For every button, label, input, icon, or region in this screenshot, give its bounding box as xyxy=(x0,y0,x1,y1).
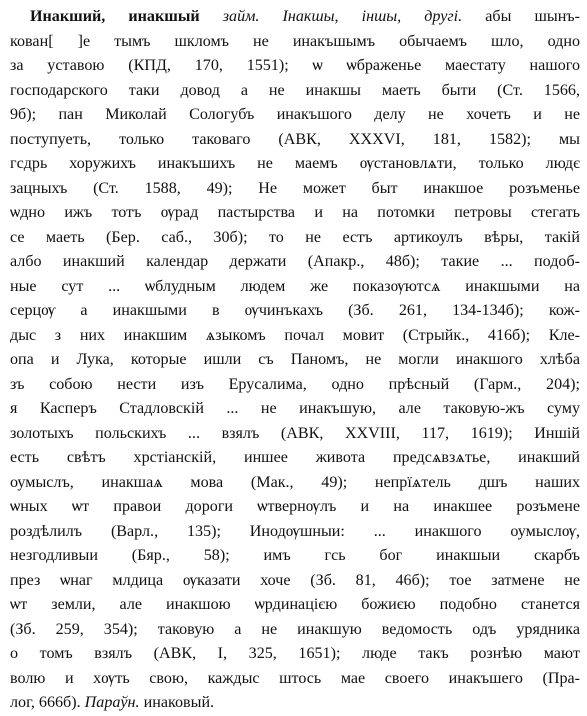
entry-line: зацныхъ (Ст. 1588, 49); Не может быт инакшое розъменье xyxy=(10,179,580,197)
cross-reference-word: инаковый. xyxy=(143,694,215,711)
entry-line: незгодливыи (Бяр., 58); имъ гсь бог инакшыи скарбъ xyxy=(10,547,580,564)
dictionary-entry xyxy=(10,5,580,716)
entry-line: есть свѣтъ хрстіанскій, иншее живота предсѧвзѧтье, инакший xyxy=(10,449,580,466)
entry-line: гсдрь хоружихъ инакъшихъ не маемъ ѹстановлѧти, только людє xyxy=(10,155,580,172)
entry-line: през ѡнаг млдица ѹказати хоче (Зб. 81, 46б); тое затмене не xyxy=(10,571,580,589)
entry-line: дыс з них инакшим ѧзыкомъ почал мовит (Стрыйк., 416б); Кле- xyxy=(10,326,580,344)
entry-line: золотыхъ польскихъ ... взялъ (АВК, XXVIII, 117, 1619); Иншій xyxy=(10,424,580,442)
entry-line: поступуеть, только таковаго (АВК, XXXVI, 181, 1582); мы xyxy=(10,130,580,148)
entry-line: се маеть (Бер. саб., 30б); то не естъ артикоулъ вѣры, такій xyxy=(10,228,580,246)
entry-line: опа и Лука, которые ишли съ Паномъ, не могли инакшого хлѣба xyxy=(10,351,580,368)
entry-line: оумыслъ, инакшаѧ мова (Мак., 49); непрїѧтель дшъ наших xyxy=(10,473,580,491)
entry-line: ные сут ... ѡблудным людем же показѹютсѧ инакшыми на xyxy=(10,277,580,295)
cross-reference-label: Параўн. xyxy=(84,694,140,711)
entry-line: ѡных ѡт правои дороги ѡтвернѹлъ и на инакшее розъмене xyxy=(10,498,580,515)
entry-line: я Касперъ Стадловскій ... не инакъшую, але таковую-жъ суму xyxy=(10,400,580,417)
entry-line: 9б); пан Миколай Сологубъ инакъшого делу не хочеть и не xyxy=(10,106,580,123)
entry-line: роздѣлилъ (Варл., 135); Инодѹшныи: ... инакшого оумыслѹ, xyxy=(10,522,580,540)
entry-line: о томъ взялъ (АВК, I, 325, 1651); люде такъ рознѣю маюᴛ xyxy=(10,645,580,662)
entry-line: зъ собою нести изъ Ерусалима, одно прѣсный (Гарм., 204); xyxy=(10,375,580,393)
entry-line: кован[ ]е тымъ шкломъ не инакъшымъ обычаемъ шло, одно xyxy=(10,32,580,50)
entry-line: (Зб. 259, 354); таковую а не инакшую ведомость одъ урядника xyxy=(10,620,580,638)
entry-line: волю и хѹть свою, каждыс штось мае своего инакъшего (Пра- xyxy=(10,669,580,687)
entry-line: за уставою (КПД, 170, 1551); ѡ ѡбраженье маестату нашого xyxy=(10,57,580,74)
entry-line: серцѹ а инакшыми в ѹчинъкахъ (Зб. 261, 134-134б); кож- xyxy=(10,302,580,319)
headword: Инакший, инакшый xyxy=(30,8,200,25)
entry-line: господарского таки довод а не инакшы маеть быти (Ст. 1566, xyxy=(10,81,580,99)
entry-line: ѡт земли, але инакшою ѡрдинацією божиєю подобно станется xyxy=(10,596,580,613)
entry-line: албо инакший календар держати (Апакр., 48б); такие ... подоб- xyxy=(10,253,580,270)
entry-line-1 xyxy=(10,5,580,30)
line-text: лог, 666б). xyxy=(10,694,81,711)
entry-line: ѡдно ижъ тотъ ѹрад пастырства и на потомки петровы стегать xyxy=(10,204,580,221)
line-text: абы шынъ- xyxy=(485,8,580,25)
grammar-note: займ. Інакшы, іншы, другі. xyxy=(222,8,463,25)
entry-line-last xyxy=(10,691,580,716)
